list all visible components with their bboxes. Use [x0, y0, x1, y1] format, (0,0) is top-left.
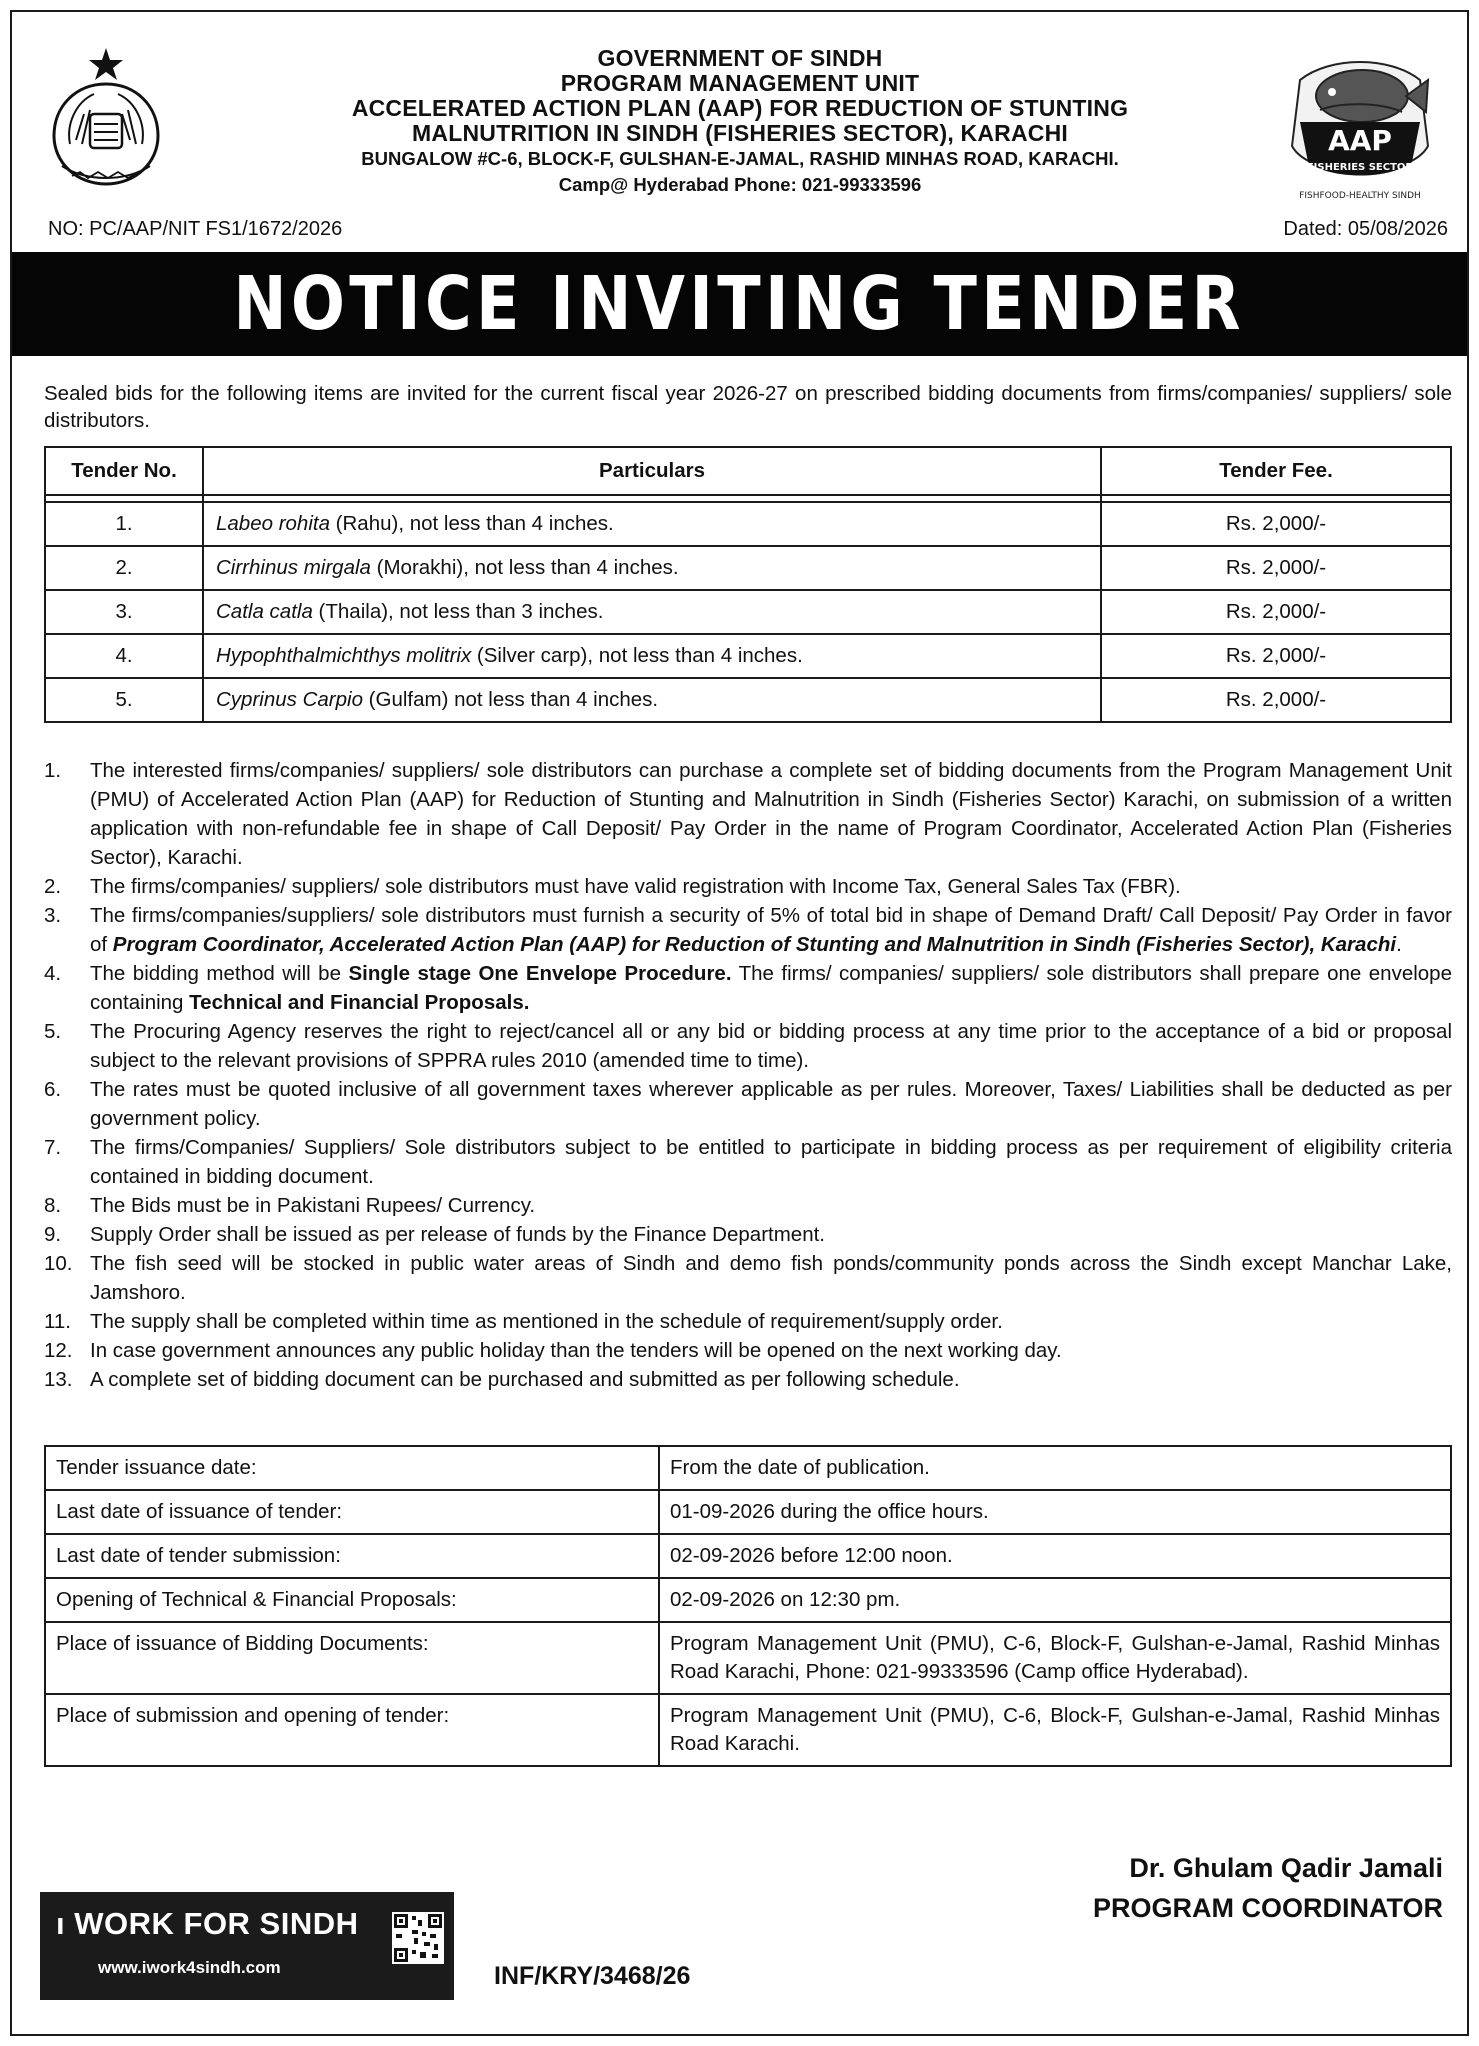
- particulars-cell: [203, 678, 1101, 722]
- list-item: [44, 1220, 1452, 1249]
- particulars-text: (Gulfam) not less than 4 inches.: [362, 688, 659, 711]
- table-row: [45, 1490, 1451, 1534]
- iwork-for-sindh-badge: [40, 1892, 454, 2000]
- header-address: BUNGALOW #C-6, BLOCK-F, GULSHAN-E-JAMAL, RASHID MINHAS ROAD, KARACHI.: [361, 148, 1119, 169]
- list-item: [44, 1075, 1452, 1133]
- intro-paragraph: Sealed bids for the following items are invited for the current fiscal year 2026-27 on prescribed bidding documents from firms/companies/ suppliers/ sole distributors.: [44, 382, 1452, 432]
- iwork-url: www.iwork4sindh.com: [98, 1958, 281, 1977]
- term-text-emphasis: Technical and Financial Proposals: [189, 991, 524, 1014]
- list-item: [44, 1365, 1452, 1394]
- tender-no-cell: 3.: [45, 590, 203, 634]
- table-header-row: [45, 447, 1451, 495]
- schedule-value: Program Management Unit (PMU), C-6, Block-F, Gulshan-e-Jamal, Rashid Minhas Road Karachi.: [659, 1694, 1451, 1766]
- term-text: The fish seed will be stocked in public water areas of Sindh and demo fish ponds/community ponds across the Sindh except Manchar Lake, Jamshoro.: [90, 1252, 1452, 1304]
- list-item: [44, 1191, 1452, 1220]
- notice-date: Dated: 05/08/2026: [1283, 218, 1448, 240]
- term-text-emphasis: Single stage One Envelope Procedure.: [348, 962, 732, 985]
- list-item: [44, 1133, 1452, 1191]
- list-item: [44, 1336, 1452, 1365]
- schedule-table: [44, 1445, 1452, 1767]
- header-government: GOVERNMENT OF SINDH: [597, 45, 883, 71]
- col-header-particulars: Particulars: [203, 447, 1101, 495]
- term-number: 9.: [44, 1223, 62, 1246]
- term-text: The firms/ companies/ suppliers/ sole distributors shall prepare one envelope containing: [90, 962, 1452, 1014]
- list-item: [44, 901, 1452, 959]
- list-item: [44, 872, 1452, 901]
- term-number: 4.: [44, 962, 62, 985]
- table-row: [45, 1622, 1451, 1694]
- aap-fisheries-logo-icon: [1270, 50, 1450, 210]
- term-text-emphasis: Program Coordinator, Accelerated Action Plan (AAP) for Reduction of Stunting and Malnutrition in Sindh (Fisheries Sector), Karachi: [112, 933, 1397, 956]
- term-number: 7.: [44, 1136, 62, 1159]
- list-item: [44, 1249, 1452, 1307]
- term-text: The firms/companies/suppliers/ sole distributors must furnish a security of 5% of total bid in shape of Demand Draft/ Call Deposit/ Pay Order in favor of: [90, 904, 1452, 956]
- schedule-label: Last date of issuance of tender:: [45, 1490, 659, 1534]
- header-camp-phone: Camp@ Hyderabad Phone: 021-99333596: [558, 174, 922, 195]
- notice-title: NOTICE INVITING TENDER: [233, 261, 1246, 347]
- table-row: [45, 1578, 1451, 1622]
- tender-no-cell: 4.: [45, 634, 203, 678]
- header-unit: PROGRAM MANAGEMENT UNIT: [560, 70, 920, 96]
- term-text: In case government announces any public holiday than the tenders will be opened on the next working day.: [90, 1339, 1062, 1362]
- term-text: The bidding method will be: [90, 962, 349, 985]
- header-plan-cont: MALNUTRITION IN SINDH (FISHERIES SECTOR), KARACHI: [412, 120, 1068, 146]
- tender-fee-cell: Rs. 2,000/-: [1101, 634, 1451, 678]
- species-name: Cirrhinus mirgala: [216, 556, 371, 579]
- tender-fee-cell: Rs. 2,000/-: [1101, 502, 1451, 546]
- table-row: [45, 1446, 1451, 1490]
- term-text: The interested firms/companies/ suppliers/ sole distributors can purchase a complete set of bidding documents from the Program Management Unit (PMU) of Accelerated Action Plan (AAP) for Reduction of Stunting and Malnutrition in Sindh (Fisheries Sector) Karachi, on submission of a written application with non-refundable fee in shape of Call Deposit/ Pay Order in the name of Program Coordinator, Accelerated Action Plan (Fisheries Sector), Karachi.: [90, 759, 1452, 869]
- tender-fee-cell: Rs. 2,000/-: [1101, 546, 1451, 590]
- term-text: A complete set of bidding document can be purchased and submitted as per following schedule.: [90, 1368, 960, 1391]
- species-name: Hypophthalmichthys molitrix: [216, 644, 472, 667]
- term-number: 13.: [44, 1368, 73, 1391]
- table-row: [45, 634, 1451, 678]
- header-plan: ACCELERATED ACTION PLAN (AAP) FOR REDUCTION OF STUNTING: [351, 95, 1129, 121]
- term-text: The supply shall be completed within time as mentioned in the schedule of requirement/supply order.: [90, 1310, 1003, 1333]
- signatory-name: Dr. Ghulam Qadir Jamali: [1129, 1853, 1443, 1883]
- list-item: [44, 959, 1452, 1017]
- aap-logo-text: AAP: [1328, 124, 1392, 157]
- species-name: Catla catla: [216, 600, 313, 623]
- signatory-title: PROGRAM COORDINATOR: [1093, 1893, 1443, 1923]
- particulars-cell: [203, 502, 1101, 546]
- table-row: [45, 1694, 1451, 1766]
- sindh-government-seal-icon: [36, 44, 176, 194]
- tender-fee-cell: Rs. 2,000/-: [1101, 590, 1451, 634]
- aap-logo-ring-text: FISHERIES SECTOR: [1306, 162, 1414, 173]
- table-row: [45, 678, 1451, 722]
- list-item: [44, 1307, 1452, 1336]
- term-number: 11.: [44, 1310, 71, 1333]
- schedule-label: Last date of tender submission:: [45, 1534, 659, 1578]
- letterhead: [250, 46, 1230, 198]
- list-item: [44, 756, 1452, 872]
- term-text: .: [1396, 933, 1402, 956]
- terms-list: [44, 756, 1452, 1394]
- tender-no-cell: 5.: [45, 678, 203, 722]
- schedule-value: 01-09-2026 during the office hours.: [659, 1490, 1451, 1534]
- particulars-text: (Thaila), not less than 3 inches.: [312, 600, 604, 623]
- species-name: Labeo rohita: [216, 512, 330, 535]
- particulars-text: (Silver carp), not less than 4 inches.: [471, 644, 803, 667]
- term-number: 3.: [44, 904, 62, 927]
- list-item: [44, 1017, 1452, 1075]
- table-row: [45, 546, 1451, 590]
- col-header-tender-no: Tender No.: [45, 447, 203, 495]
- tender-no-cell: 1.: [45, 502, 203, 546]
- tender-items-table: [44, 446, 1452, 723]
- particulars-cell: [203, 546, 1101, 590]
- term-number: 10.: [44, 1252, 73, 1275]
- reference-line: [48, 218, 1448, 246]
- term-number: 6.: [44, 1078, 62, 1101]
- particulars-cell: [203, 634, 1101, 678]
- term-text: The rates must be quoted inclusive of all government taxes wherever applicable as per rules. Moreover, Taxes/ Liabilities shall be deducted as per government policy.: [90, 1078, 1452, 1130]
- col-header-tender-fee: Tender Fee.: [1101, 447, 1451, 495]
- term-text: The firms/companies/ suppliers/ sole distributors must have valid registration with Income Tax, General Sales Tax (FBR).: [90, 875, 1181, 898]
- schedule-value: From the date of publication.: [659, 1446, 1451, 1490]
- term-text: The Procuring Agency reserves the right to reject/cancel all or any bid or bidding process at any time prior to the acceptance of a bid or proposal subject to the relevant provisions of SPPRA rules 2010 (amended time to time).: [90, 1020, 1452, 1072]
- term-number: 1.: [44, 759, 62, 782]
- schedule-value: 02-09-2026 before 12:00 noon.: [659, 1534, 1451, 1578]
- schedule-value: Program Management Unit (PMU), C-6, Block-F, Gulshan-e-Jamal, Rashid Minhas Road Karachi, Phone: 021-99333596 (Camp office Hyderabad).: [659, 1622, 1451, 1694]
- inf-reference: INF/KRY/3468/26: [494, 1962, 691, 1990]
- table-row: [45, 502, 1451, 546]
- particulars-text: (Morakhi), not less than 4 inches.: [370, 556, 679, 579]
- term-number: 5.: [44, 1020, 62, 1043]
- term-text: The firms/Companies/ Suppliers/ Sole distributors subject to be entitled to participate in bidding process as per requirement of eligibility criteria contained in bidding document.: [90, 1136, 1452, 1188]
- term-text: Supply Order shall be issued as per release of funds by the Finance Department.: [90, 1223, 825, 1246]
- schedule-label: Place of submission and opening of tender:: [45, 1694, 659, 1766]
- table-row: [45, 590, 1451, 634]
- term-text: The Bids must be in Pakistani Rupees/ Currency.: [90, 1194, 536, 1217]
- table-row: [45, 1534, 1451, 1578]
- term-number: 12.: [44, 1339, 73, 1362]
- schedule-value: 02-09-2026 on 12:30 pm.: [659, 1578, 1451, 1622]
- notice-title-banner: [12, 252, 1467, 356]
- term-number: 2.: [44, 875, 62, 898]
- species-name: Cyprinus Carpio: [216, 688, 363, 711]
- term-number: 8.: [44, 1194, 62, 1217]
- signature-block: [1093, 1848, 1443, 1928]
- tender-fee-cell: Rs. 2,000/-: [1101, 678, 1451, 722]
- tender-no-cell: 2.: [45, 546, 203, 590]
- schedule-label: Place of issuance of Bidding Documents:: [45, 1622, 659, 1694]
- iwork-brand-text: WORK FOR SINDH: [74, 1906, 359, 1941]
- term-text: .: [523, 991, 530, 1014]
- i-logo-icon: ı: [56, 1906, 66, 1941]
- reference-number: NO: PC/AAP/NIT FS1/1672/2026: [48, 218, 343, 240]
- particulars-cell: [203, 590, 1101, 634]
- qr-code-icon: [392, 1912, 444, 1964]
- schedule-label: Tender issuance date:: [45, 1446, 659, 1490]
- schedule-label: Opening of Technical & Financial Proposals:: [45, 1578, 659, 1622]
- particulars-text: (Rahu), not less than 4 inches.: [329, 512, 614, 535]
- aap-logo-motto: FISHFOOD-HEALTHY SINDH: [1299, 191, 1421, 201]
